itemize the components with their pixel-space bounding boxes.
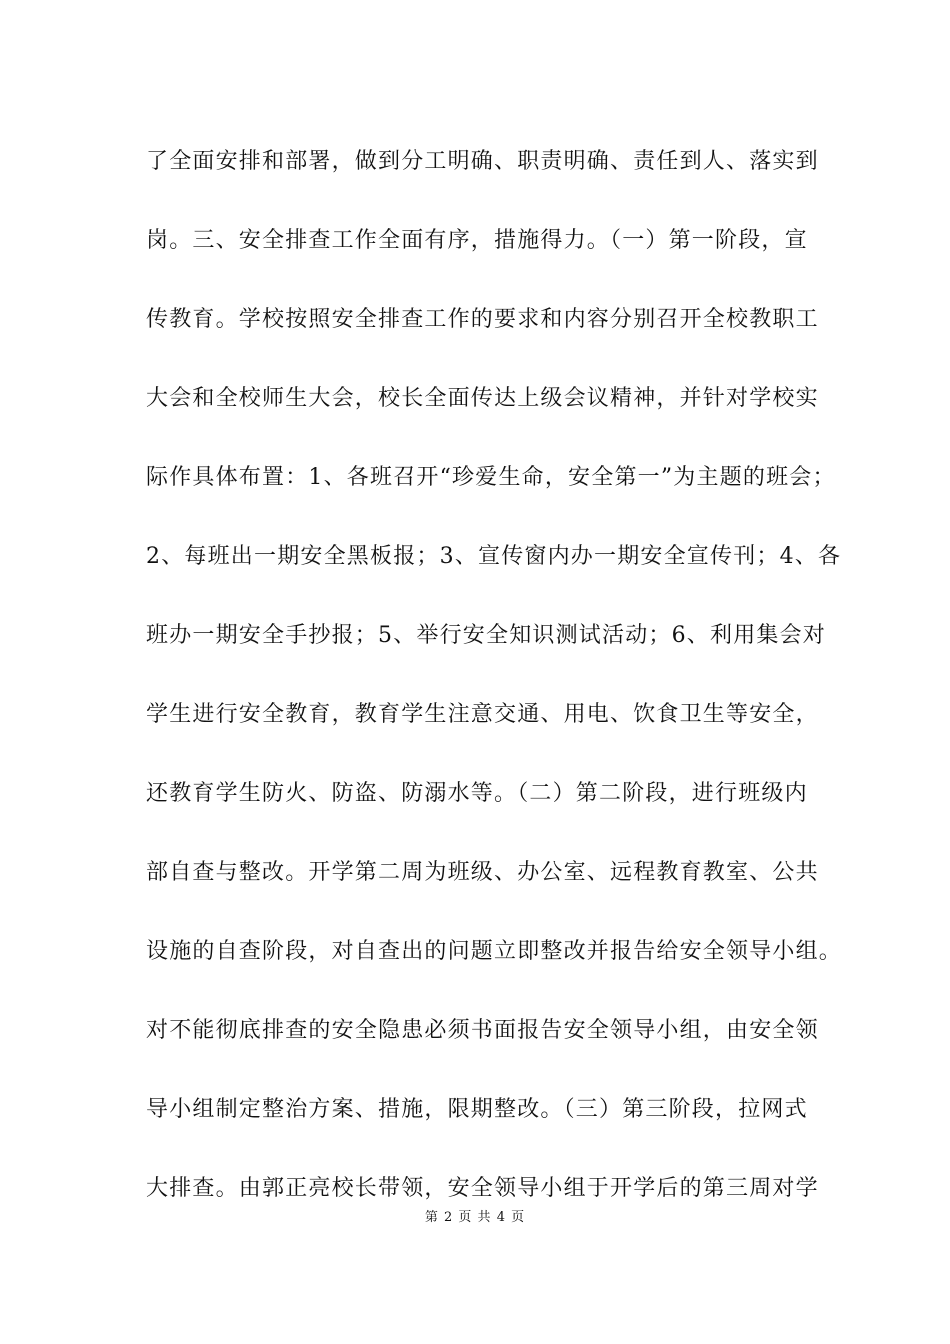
- text-line: 大排查。由郭正亮校长带领，安全领导小组于开学后的第三周对学: [146, 1176, 819, 1201]
- text-line: 传教育。学校按照安全排查工作的要求和内容分别召开全校教职工: [146, 307, 819, 332]
- text-line: 设施的自查阶段，对自查出的问题立即整改并报告给安全领导小组。: [146, 939, 843, 964]
- text-line: 班办一期安全手抄报；5、举行安全知识测试活动；6、利用集会对: [146, 623, 826, 648]
- text-line: 还教育学生防火、防盗、防溺水等。（二）第二阶段，进行班级内: [146, 781, 808, 806]
- text-line: 了全面安排和部署，做到分工明确、职责明确、责任到人、落实到: [146, 149, 819, 174]
- page-number: 第 2 页 共 4 页: [424, 1210, 526, 1225]
- text-line: 部自查与整改。开学第二周为班级、办公室、远程教育教室、公共: [146, 860, 819, 885]
- text-line: 岗。三、安全排查工作全面有序，措施得力。（一）第一阶段，宣: [146, 228, 808, 253]
- body-text: [146, 134, 843, 1240]
- text-line: 学生进行安全教育，教育学生注意交通、用电、饮食卫生等安全，: [146, 702, 819, 727]
- text-line: 大会和全校师生大会，校长全面传达上级会议精神，并针对学校实: [146, 386, 819, 411]
- text-line: 2、每班出一期安全黑板报；3、宣传窗内办一期安全宣传刊；4、各: [146, 544, 842, 569]
- page-footer: [0, 1206, 950, 1225]
- text-line: 对不能彻底排查的安全隐患必须书面报告安全领导小组，由安全领: [146, 1018, 819, 1043]
- text-line: 导小组制定整治方案、措施，限期整改。（三）第三阶段，拉网式: [146, 1097, 808, 1122]
- text-line: 际作具体布置：1、各班召开“珍爱生命，安全第一”为主题的班会；: [146, 465, 836, 490]
